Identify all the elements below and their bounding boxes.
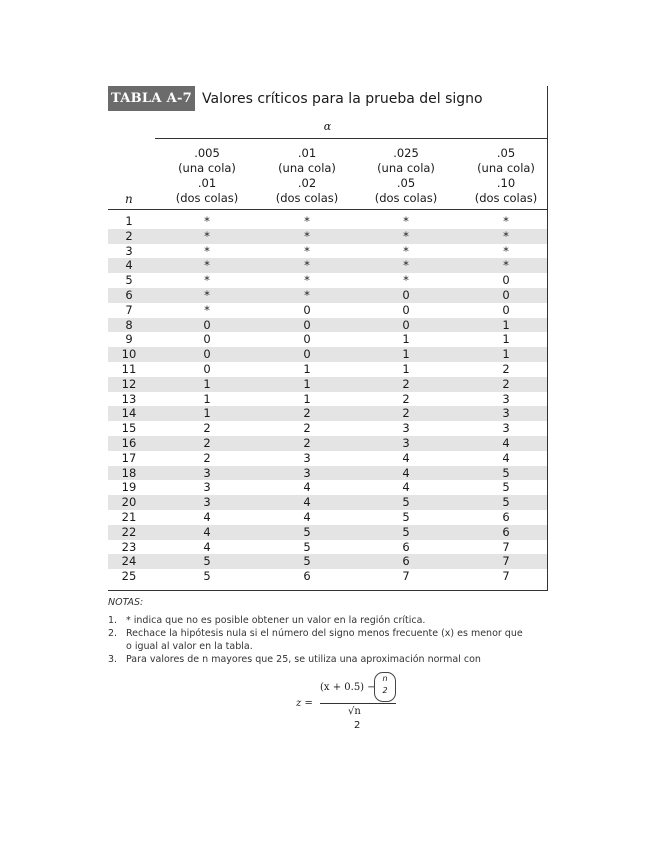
row-n: 9 bbox=[125, 332, 133, 347]
table-row bbox=[108, 451, 547, 466]
row-n: 25 bbox=[121, 569, 137, 584]
table-cell: 6 bbox=[502, 524, 510, 539]
table-cell: 5 bbox=[502, 495, 510, 510]
table-cell: 5 bbox=[203, 569, 211, 584]
table-row bbox=[108, 347, 547, 362]
table-row bbox=[108, 273, 547, 288]
table-cell: 0 bbox=[303, 317, 311, 332]
table-cell: * bbox=[503, 214, 509, 228]
table-cell: 5 bbox=[402, 524, 410, 539]
row-n: 12 bbox=[121, 376, 137, 391]
table-row bbox=[108, 495, 547, 510]
table-cell: 0 bbox=[203, 317, 211, 332]
table-row bbox=[108, 510, 547, 525]
table-cell: 1 bbox=[303, 391, 311, 406]
table-cell: 6 bbox=[303, 569, 311, 584]
table-cell: 4 bbox=[402, 450, 410, 465]
table-cell: * bbox=[304, 228, 310, 243]
table-cell: 0 bbox=[303, 347, 311, 362]
table-row bbox=[108, 303, 547, 318]
table-cell: 3 bbox=[203, 480, 211, 495]
table-cell: 0 bbox=[203, 361, 211, 376]
column-header: .01 (una cola) .02 (dos colas) bbox=[275, 146, 339, 205]
row-n: 24 bbox=[121, 554, 137, 569]
table-cell: 1 bbox=[502, 347, 510, 362]
table-cell: 4 bbox=[402, 480, 410, 495]
row-n: 22 bbox=[121, 524, 137, 539]
table-cell: 2 bbox=[203, 450, 211, 465]
table-cell: 4 bbox=[402, 465, 410, 480]
table-cell: * bbox=[304, 243, 310, 258]
table-cell: 1 bbox=[303, 376, 311, 391]
table-cell: 5 bbox=[303, 554, 311, 569]
table-cell: * bbox=[403, 228, 409, 243]
table-row bbox=[108, 569, 547, 584]
table-cell: 1 bbox=[203, 391, 211, 406]
table-cell: * bbox=[403, 273, 409, 288]
table-cell: 1 bbox=[402, 347, 410, 362]
table-row bbox=[108, 406, 547, 421]
row-n: 14 bbox=[121, 406, 137, 421]
table-cell: 3 bbox=[203, 465, 211, 480]
table-row bbox=[108, 377, 547, 392]
table-title-row bbox=[108, 86, 547, 111]
row-n: 8 bbox=[125, 317, 133, 332]
table-cell: 3 bbox=[402, 435, 410, 450]
table-row bbox=[108, 466, 547, 481]
table-cell: * bbox=[503, 258, 509, 273]
table-cell: 5 bbox=[402, 495, 410, 510]
note-item: 1. * indica que no es posible obtener un valor en la región crítica. bbox=[108, 614, 426, 626]
table-cell: 5 bbox=[303, 539, 311, 554]
table-cell: 2 bbox=[303, 435, 311, 450]
table-cell: 5 bbox=[303, 524, 311, 539]
row-n: 21 bbox=[121, 509, 137, 524]
row-n: 4 bbox=[125, 258, 133, 273]
table-row bbox=[108, 421, 547, 436]
table-body bbox=[108, 214, 547, 584]
table-cell: 4 bbox=[203, 509, 211, 524]
table-cell: 4 bbox=[502, 450, 510, 465]
row-n: 17 bbox=[121, 450, 137, 465]
table-title: Valores críticos para la prueba del signo bbox=[202, 91, 483, 107]
table-cell: * bbox=[304, 258, 310, 273]
table-cell: 3 bbox=[502, 391, 510, 406]
table-cell: * bbox=[403, 243, 409, 258]
table-cell: 1 bbox=[502, 317, 510, 332]
table-cell: 4 bbox=[303, 509, 311, 524]
table-cell: * bbox=[403, 258, 409, 273]
table-cell: 0 bbox=[203, 332, 211, 347]
table-row bbox=[108, 288, 547, 303]
table-cell: 7 bbox=[502, 539, 510, 554]
table-cell: 2 bbox=[402, 406, 410, 421]
table-cell: * bbox=[304, 214, 310, 228]
table-row bbox=[108, 480, 547, 495]
table-row bbox=[108, 258, 547, 273]
notes-header: NOTAS: bbox=[108, 597, 144, 608]
table-cell: * bbox=[204, 273, 210, 288]
table-cell: 6 bbox=[402, 539, 410, 554]
row-n: 11 bbox=[121, 361, 137, 376]
table-cell: * bbox=[204, 243, 210, 258]
alpha-symbol: α bbox=[323, 120, 332, 133]
table-cell: 1 bbox=[402, 332, 410, 347]
table-cell: 0 bbox=[402, 317, 410, 332]
table-cell: 7 bbox=[402, 569, 410, 584]
row-n: 18 bbox=[121, 465, 137, 480]
table-cell: 2 bbox=[203, 421, 211, 436]
table-row bbox=[108, 318, 547, 333]
row-n: 19 bbox=[121, 480, 137, 495]
table-cell: * bbox=[204, 228, 210, 243]
table-cell: 0 bbox=[502, 287, 510, 302]
row-n: 2 bbox=[125, 228, 133, 243]
table-cell: 4 bbox=[303, 480, 311, 495]
table-cell: * bbox=[304, 273, 310, 288]
row-n: 1 bbox=[125, 214, 133, 228]
table-cell: 0 bbox=[402, 287, 410, 302]
table-cell: 2 bbox=[303, 421, 311, 436]
row-n: 13 bbox=[121, 391, 137, 406]
column-header: .05 (una cola) .10 (dos colas) bbox=[474, 146, 538, 205]
fraction-line bbox=[320, 703, 396, 704]
note-item: 3. Para valores de n mayores que 25, se utiliza una aproximación normal con bbox=[108, 654, 481, 665]
table-row bbox=[108, 332, 547, 347]
table-cell: 5 bbox=[203, 554, 211, 569]
table-cell: 3 bbox=[402, 421, 410, 436]
table-cell: 2 bbox=[203, 435, 211, 450]
table-cell: 3 bbox=[203, 495, 211, 510]
table-row bbox=[108, 214, 547, 229]
table-cell: 3 bbox=[303, 465, 311, 480]
table-cell: 1 bbox=[303, 361, 311, 376]
table-row bbox=[108, 554, 547, 569]
table-cell: 1 bbox=[402, 361, 410, 376]
table-cell: 3 bbox=[502, 406, 510, 421]
row-n: 23 bbox=[121, 539, 137, 554]
formula-denominator: √n bbox=[348, 706, 361, 717]
table-cell: 0 bbox=[303, 302, 311, 317]
row-n: 3 bbox=[125, 243, 133, 258]
sign-test-table bbox=[108, 86, 548, 591]
table-cell: 0 bbox=[203, 347, 211, 362]
table-cell: 4 bbox=[203, 539, 211, 554]
formula-denominator-divisor: 2 bbox=[354, 720, 361, 731]
notes bbox=[108, 597, 528, 668]
table-cell: 3 bbox=[303, 450, 311, 465]
table-cell: 7 bbox=[502, 554, 510, 569]
row-n: 5 bbox=[125, 273, 133, 288]
table-cell: 6 bbox=[502, 509, 510, 524]
table-cell: 4 bbox=[203, 524, 211, 539]
note-item: 2. Rechace la hipótesis nula si el número del signo menos frecuente (x) es menor que o igual al valor en la tabla. bbox=[108, 628, 523, 652]
table-cell: 0 bbox=[303, 332, 311, 347]
table-cell: 5 bbox=[502, 465, 510, 480]
formula-paren: n 2 bbox=[374, 672, 396, 702]
formula-lhs: z = bbox=[296, 698, 313, 709]
n-header: n bbox=[125, 192, 133, 206]
table-cell: 4 bbox=[303, 495, 311, 510]
table-row bbox=[108, 392, 547, 407]
table-cell: * bbox=[503, 228, 509, 243]
table-cell: 2 bbox=[402, 391, 410, 406]
table-cell: * bbox=[204, 287, 210, 302]
table-cell: 5 bbox=[502, 480, 510, 495]
table-row bbox=[108, 540, 547, 555]
table-cell: * bbox=[403, 214, 409, 228]
table-cell: 0 bbox=[502, 302, 510, 317]
header-divider bbox=[108, 209, 547, 210]
table-cell: * bbox=[204, 302, 210, 317]
table-cell: 0 bbox=[502, 273, 510, 288]
row-n: 15 bbox=[121, 421, 137, 436]
column-header: .025 (una cola) .05 (dos colas) bbox=[374, 146, 438, 205]
row-n: 10 bbox=[121, 347, 137, 362]
table-row bbox=[108, 525, 547, 540]
table-row bbox=[108, 244, 547, 259]
row-n: 20 bbox=[121, 495, 137, 510]
table-label: TABLA A-7 bbox=[108, 86, 195, 111]
table-row bbox=[108, 436, 547, 451]
table-cell: 2 bbox=[402, 376, 410, 391]
table-cell: * bbox=[503, 243, 509, 258]
table-cell: 4 bbox=[502, 435, 510, 450]
normal-approximation-formula bbox=[296, 672, 406, 730]
table-cell: 1 bbox=[203, 376, 211, 391]
table-cell: 2 bbox=[502, 361, 510, 376]
table-cell: 0 bbox=[402, 302, 410, 317]
table-cell: 5 bbox=[402, 509, 410, 524]
table-cell: * bbox=[204, 214, 210, 228]
table-row bbox=[108, 362, 547, 377]
table-cell: 1 bbox=[502, 332, 510, 347]
row-n: 16 bbox=[121, 435, 137, 450]
table-row bbox=[108, 229, 547, 244]
table-cell: 3 bbox=[502, 421, 510, 436]
table-cell: 6 bbox=[402, 554, 410, 569]
column-headers bbox=[108, 142, 547, 212]
formula-numerator: (x + 0.5) − bbox=[320, 682, 376, 693]
row-n: 6 bbox=[125, 287, 133, 302]
table-cell: 2 bbox=[303, 406, 311, 421]
table-cell: * bbox=[304, 287, 310, 302]
table-cell: 1 bbox=[203, 406, 211, 421]
table-cell: 7 bbox=[502, 569, 510, 584]
alpha-divider bbox=[155, 138, 547, 139]
table-cell: * bbox=[204, 258, 210, 273]
column-header: .005 (una cola) .01 (dos colas) bbox=[175, 146, 239, 205]
row-n: 7 bbox=[125, 302, 133, 317]
table-cell: 2 bbox=[502, 376, 510, 391]
